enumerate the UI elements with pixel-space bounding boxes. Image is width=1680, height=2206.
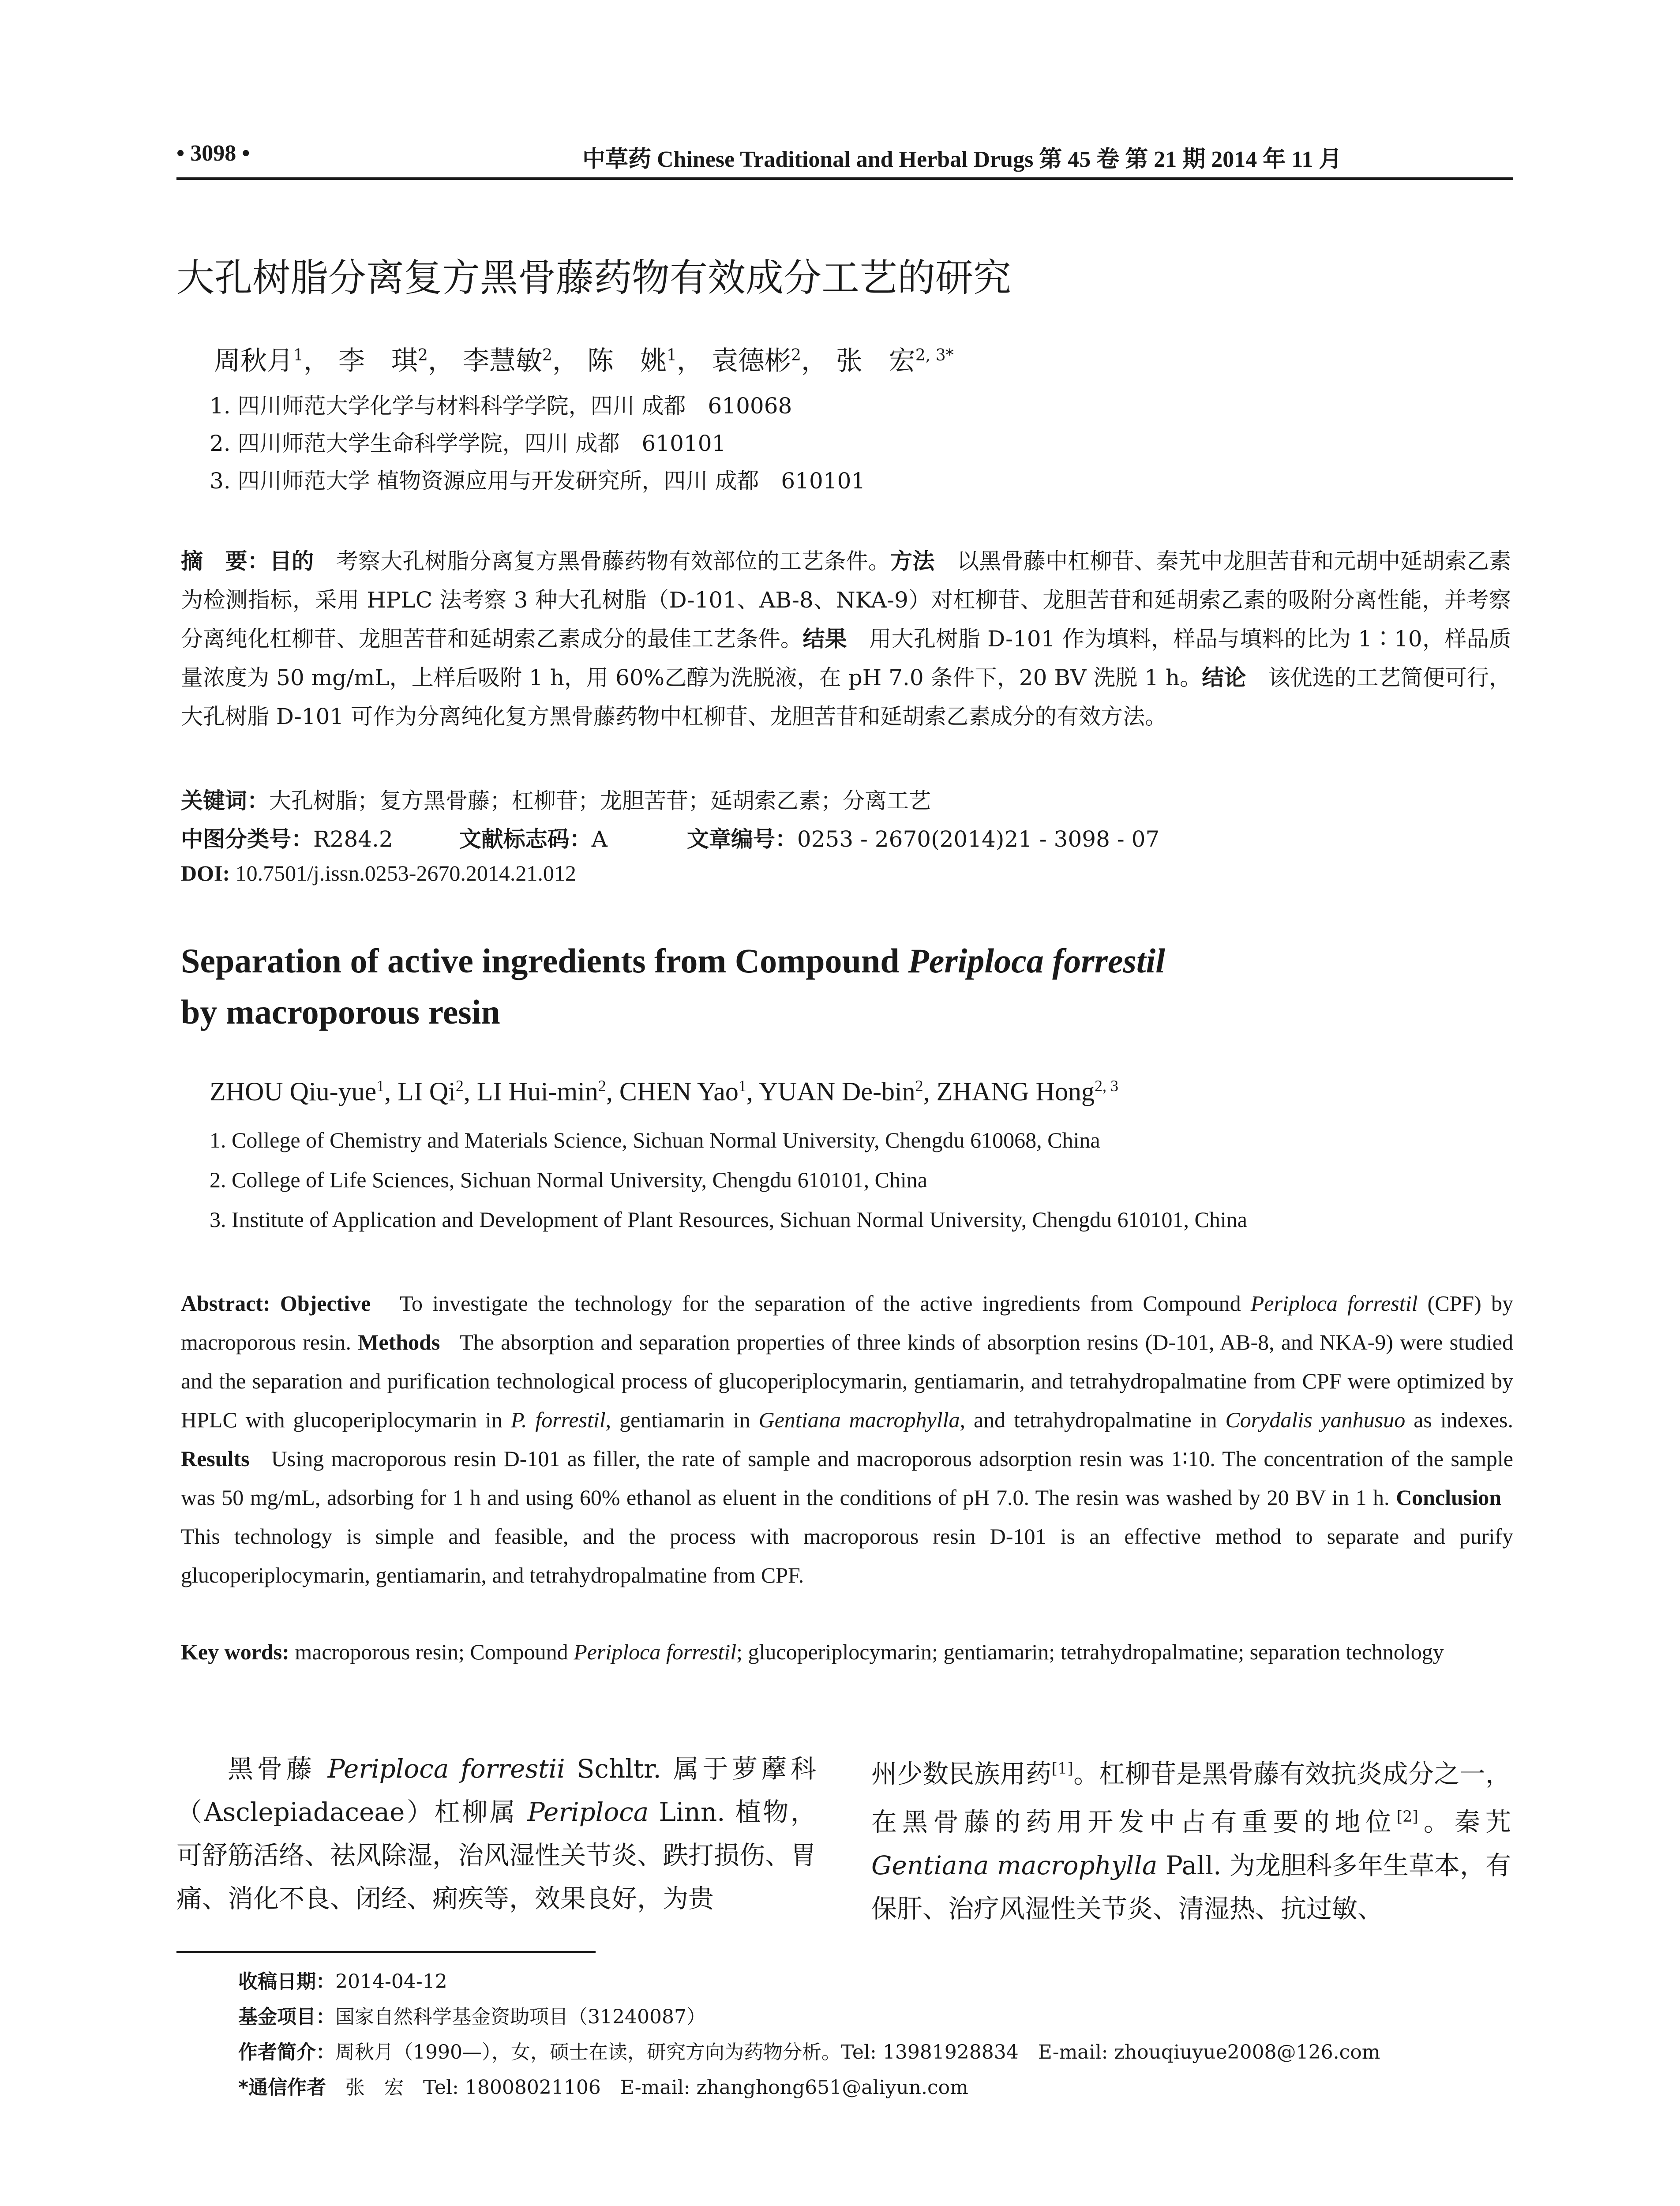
author-name: 袁德彬 — [711, 345, 791, 376]
author-name: 李 琪 — [338, 345, 418, 376]
body-italic: Periploca forrestii — [327, 1754, 565, 1784]
objective-text-2: (CPF) by macroporous resin. — [181, 1291, 1513, 1354]
footnote-fund — [238, 2001, 706, 2029]
objective-text: To investigate the technology for the separation of the active ingredients from Compound — [400, 1291, 1251, 1316]
author-sup: 2, 3* — [915, 346, 954, 364]
clc-label: 中图分类号： — [181, 826, 313, 852]
conclusion-text: This technology is simple and feasible, and the process with macroporous resin D-101 is an effective method to separate and purify glucoperiplocymarin, gentiamarin, and tetrahydropalmatine from CPF. — [181, 1524, 1513, 1587]
methods-text-4: as indexes. — [1405, 1407, 1514, 1432]
running-header — [176, 140, 1509, 176]
methods-text: 以黑骨藤中杠柳苷、秦艽中龙胆苦苷和元胡中延胡索乙素为检测指标，采用 HPLC 法考察 3 种大孔树脂（D-101、AB-8、NKA-9）对杠柳苷、龙胆苦苷和延胡索乙素的吸附分离性能，并考察分离纯化杠柳苷、龙胆苦苷和延胡索乙素成分的最佳工艺条件。 — [181, 548, 1511, 652]
author-name: ZHANG Hong — [936, 1077, 1095, 1106]
author-sup: 1 — [738, 1077, 746, 1095]
results-label: 结果 — [802, 626, 847, 652]
author-name: 陈 姚 — [587, 345, 667, 376]
body-text: 黑骨藤 — [228, 1754, 328, 1784]
footnote-rule — [176, 1951, 596, 1953]
keywords-text-2: ; glucoperiplocymarin; gentiamarin; tetrahydropalmatine; separation technology — [736, 1639, 1444, 1664]
objective-label: Objective — [280, 1291, 371, 1316]
author-sup: 2 — [915, 1077, 923, 1095]
en-keywords — [181, 1632, 1513, 1671]
keywords-text: 大孔树脂；复方黑骨藤；杠柳苷；龙胆苦苷；延胡索乙素；分离工艺 — [269, 788, 931, 814]
citation: [1] — [1051, 1760, 1073, 1778]
article-no-label: 文章编号： — [686, 826, 797, 852]
objective-label: 目的 — [270, 548, 314, 574]
footnote-text: 国家自然科学基金资助项目（31240087） — [335, 2006, 706, 2028]
author-name: YUAN De-bin — [758, 1077, 915, 1106]
objective-text: 考察大孔树脂分离复方黑骨藤药物有效部位的工艺条件。 — [336, 548, 891, 574]
doi-label: DOI: — [181, 861, 230, 885]
footnote-text: 周秋月（1990—），女，硕士在读，研究方向为药物分析。Tel: 13981928834 E-mail: zhouqiuyue2008@126.com — [335, 2041, 1380, 2063]
author-name: LI Hui-min — [476, 1077, 598, 1106]
results-text: 用大孔树脂 D-101 作为填料，样品与填料的比为 1∶10，样品质量浓度为 50 mg/mL，上样后吸附 1 h，用 60%乙醇为洗脱液，在 pH 7.0 条件下，20 BV 洗脱 1 h。 — [181, 626, 1511, 690]
en-authors: ZHOU Qiu-yue$^1$, LI Qi$^2$, LI Hui-$\min^2$, CHEN Yao$^1$, YUAN De-bin$^2$, ZHANG Hong$^{2, 3}$ — [210, 1077, 1118, 1106]
footnote-text: 张 宏 Tel: 18008021106 E-mail: zhanghong651@aliyun.com — [345, 2076, 968, 2099]
footnote-corresponding — [238, 2071, 968, 2100]
author-sup: 2 — [417, 346, 428, 364]
en-title-part2: by macroporous resin — [181, 993, 500, 1031]
methods-label: 方法 — [890, 548, 935, 574]
author-sup: 2, 3 — [1094, 1077, 1118, 1095]
methods-italic-3: Corydalis yanhusuo — [1225, 1407, 1406, 1432]
body-text: Linn. 植物，可舒筋活络、祛风除湿，治风湿性关节炎、跌打损伤、胃痛、消化不良、闭经、痢疾等，效果良好，为贵 — [176, 1797, 817, 1913]
cn-keywords — [181, 783, 931, 815]
footnote-label: 收稿日期： — [238, 1970, 335, 1993]
body-text: 。杠柳苷是黑骨藤有效抗炎成分之一，在黑骨藤的药用开发中占有重要的地位 — [871, 1759, 1511, 1837]
en-affiliation-1: 1. College of Chemistry and Materials Science, Sichuan Normal University, Chengdu 610068, China — [210, 1128, 1100, 1152]
body-right-column — [871, 1747, 1511, 1930]
abstract-label: 摘 要： — [181, 548, 270, 574]
cn-affiliation-3: 3. 四川师范大学 植物资源应用与开发研究所，四川 成都 610101 — [210, 468, 866, 494]
body-italic: Gentiana macrophylla — [871, 1850, 1158, 1880]
methods-text-2: , gentiamarin in — [605, 1407, 759, 1432]
cn-affiliation-1: 1. 四川师范大学化学与材料科学学院，四川 成都 610068 — [210, 393, 792, 419]
author-sup: 2 — [542, 346, 552, 364]
body-italic: Periploca — [527, 1797, 649, 1827]
doi-line — [181, 860, 576, 886]
article-no-value: 0253 - 2670(2014)21 - 3098 - 07 — [797, 826, 1160, 852]
doi-value: 10.7501/j.issn.0253-2670.2014.21.012 — [235, 861, 576, 885]
objective-italic: Periploca forrestil — [1250, 1291, 1418, 1316]
keywords-label: Key words: — [181, 1639, 289, 1664]
footnote-label: 作者简介： — [238, 2041, 335, 2063]
footnote-label: *通信作者 — [238, 2076, 326, 2099]
author-sup: 2 — [598, 1077, 606, 1095]
author-name: 周秋月 — [214, 345, 293, 376]
body-text: Pall. 为龙胆科多年生草本，有保肝、治疗风湿性关节炎、清湿热、抗过敏、 — [871, 1850, 1511, 1924]
abstract-label: Abstract: — [181, 1291, 270, 1316]
conclusion-text: 该优选的工艺简便可行，大孔树脂 D-101 可作为分离纯化复方黑骨藤药物中杠柳苷、龙胆苦苷和延胡索乙素成分的有效方法。 — [181, 665, 1511, 729]
footnote-label: 基金项目： — [238, 2006, 335, 2028]
methods-text-3: , and tetrahydropalmatine in — [960, 1407, 1226, 1432]
keywords-text: macroporous resin; Compound — [295, 1639, 574, 1664]
author-name: CHEN Yao — [619, 1077, 739, 1106]
page-number: • 3098 • — [176, 141, 250, 166]
en-title-part1: Separation of active ingredients from Compound — [181, 942, 908, 980]
clc-value: R284.2 — [313, 826, 393, 852]
body-text: Schltr. 属于萝藦科（Asclepiadaceae）杠柳属 — [176, 1754, 816, 1827]
author-name: ZHOU Qiu-yue — [210, 1077, 377, 1106]
en-affiliation-2: 2. College of Life Sciences, Sichuan Normal University, Chengdu 610101, China — [210, 1167, 928, 1192]
conclusion-label: 结论 — [1202, 665, 1246, 690]
author-sup: 2 — [791, 346, 801, 364]
footnote-received — [238, 1966, 447, 1994]
author-sup: 1 — [376, 1077, 385, 1095]
body-left-column — [176, 1747, 816, 1920]
author-name: LI Qi — [398, 1077, 456, 1106]
en-affiliation-3: 3. Institute of Application and Development of Plant Resources, Sichuan Normal University, Chengdu 610101, China — [210, 1207, 1247, 1232]
cn-authors: 周秋月$^1$， 李 琪$^2$， 李慧敏$^2$， 陈 姚$^1$， 袁德彬$^2$， 张 宏$^{2, 3*}$ — [214, 345, 954, 376]
cn-affiliation-2: 2. 四川师范大学生命科学学院，四川 成都 610101 — [210, 431, 726, 456]
methods-text: The absorption and separation properties of three kinds of absorption resins (D-101, AB-8, and NKA-9) were studied and the separation and purification technological process of glucoperiplocymarin, gentiamarin, and tetrahydropalmatine from CPF were optimized by HPLC with glucoperiplocymarin in — [181, 1330, 1513, 1432]
body-text: 。秦艽 — [1418, 1807, 1511, 1837]
en-title-italic: Periploca forrestil — [908, 942, 1165, 980]
conclusion-label: Conclusion — [1396, 1485, 1502, 1510]
footnote-author — [238, 2036, 1380, 2064]
results-text: Using macroporous resin D-101 as filler, the rate of sample and macroporous adsorption resin was 1∶10. The concentration of the sample was 50 mg/mL, adsorbing for 1 h and using 60% ethanol as eluent in the conditions of pH 7.0. The resin was washed by 20 BV in 1 h. — [181, 1446, 1514, 1510]
author-sup: 1 — [666, 346, 677, 364]
cn-title: 大孔树脂分离复方黑骨藤药物有效成分工艺的研究 — [176, 256, 1011, 300]
keywords-label: 关键词： — [181, 788, 269, 814]
cn-abstract — [181, 542, 1511, 736]
author-sup: 1 — [293, 346, 304, 364]
author-sup: 2 — [455, 1077, 464, 1095]
journal-info: 中草药 Chinese Traditional and Herbal Drugs 第 45 卷 第 21 期 2014 年 11 月 — [582, 147, 1342, 172]
cn-classification — [181, 822, 1159, 853]
doc-code-value: A — [591, 826, 608, 852]
citation: [2] — [1396, 1808, 1418, 1826]
footnote-text: 2014-04-12 — [335, 1970, 447, 1993]
keywords-italic: Periploca forrestil — [574, 1639, 737, 1664]
methods-italic-1: P. forrestil — [510, 1407, 606, 1432]
methods-italic-2: Gentiana macrophylla — [758, 1407, 960, 1432]
doc-code-label: 文献标志码： — [459, 826, 592, 852]
methods-label: Methods — [358, 1330, 440, 1354]
author-name: 李慧敏 — [462, 345, 542, 376]
en-title — [181, 935, 1504, 1038]
header-rule — [176, 177, 1513, 180]
results-label: Results — [181, 1446, 250, 1471]
body-text: 州少数民族用药 — [871, 1759, 1052, 1789]
author-name: 张 宏 — [836, 345, 915, 376]
en-abstract — [181, 1284, 1513, 1594]
